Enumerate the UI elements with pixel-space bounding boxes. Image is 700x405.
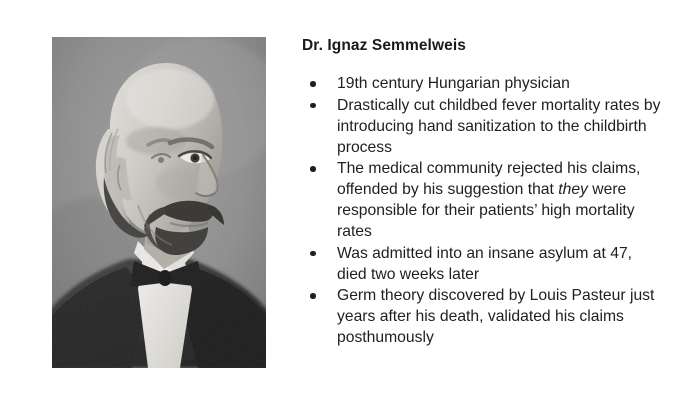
bullet-list: [302, 73, 662, 348]
semmelweis-portrait-image: [52, 37, 266, 368]
list-item: [302, 243, 662, 285]
bullet-text-pre: Drastically cut childbed fever mortality rates by introducing hand sanitization to the childbirth process: [337, 96, 661, 156]
bullet-text-post: were responsible for their patients’ high mortality rates: [337, 181, 635, 240]
bullet-text-emphasis: they: [558, 181, 588, 198]
list-item: [302, 285, 662, 348]
slide-text-column: [302, 36, 662, 349]
bullet-text-pre: The medical community rejected his claims, offended by his suggestion that: [337, 160, 641, 198]
portrait-illustration: [52, 37, 266, 368]
bullet-text-pre: Germ theory discovered by Louis Pasteur just years after his death, validated his claims posthumously: [337, 287, 655, 346]
list-item: [302, 95, 662, 158]
bullet-text-pre: 19th century Hungarian physician: [337, 75, 570, 92]
list-item: [302, 73, 662, 94]
page-title: Dr. Ignaz Semmelweis: [302, 37, 466, 54]
bullet-text-pre: Was admitted into an insane asylum at 47, died two weeks later: [337, 244, 633, 283]
list-item: [302, 158, 662, 242]
